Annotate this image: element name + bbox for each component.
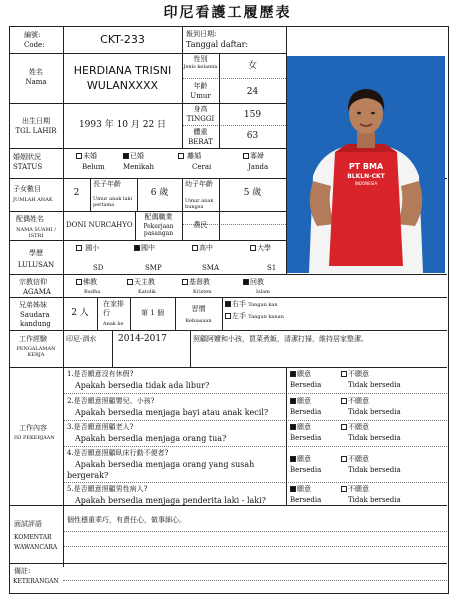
q3-no-id: Tidak bersedia — [348, 434, 401, 442]
education-label-id: LULUSAN — [17, 261, 55, 269]
right-hand-option[interactable]: 右手 Tangan kan — [225, 300, 278, 309]
checkbox-q4-no[interactable] — [341, 456, 347, 462]
checkbox-sma[interactable] — [192, 245, 198, 251]
habit-label-zh: 習慣 — [191, 305, 206, 313]
weight-label-id: BERAT — [188, 138, 213, 146]
q1-no-option[interactable]: 不願意 — [341, 370, 369, 379]
rel-option-budha[interactable]: 佛教 — [76, 278, 97, 287]
height-value: 159 — [243, 110, 262, 120]
q2-yes-id: Bersedia — [290, 408, 322, 416]
code-label-id: Code: — [24, 41, 45, 49]
experience-label-id: PENGALAMAN KERJA — [16, 346, 56, 358]
spouse-job-value: 農民 — [193, 221, 208, 229]
checkbox-islam-checked[interactable] — [243, 279, 249, 285]
name-label-zh: 姓名 — [29, 68, 43, 76]
checkbox-sd[interactable] — [76, 245, 82, 251]
q5-yes-id: Bersedia — [290, 496, 322, 504]
apron-text-1: PT BMA — [348, 162, 384, 171]
youngest-age-label-zh: 幼子年齡 — [185, 180, 213, 188]
checkbox-q4-yes-checked[interactable] — [290, 456, 296, 462]
birth-rank-value: 第 1 個 — [141, 309, 164, 317]
name-value-line2: WULANXXXX — [86, 79, 159, 92]
question-4-zh: 4.是否願意照顧臥床行動不便者? — [67, 449, 169, 457]
marital-label-id: STATUS — [13, 163, 43, 171]
reg-date-label-id: Tanggal daftar: — [186, 40, 249, 49]
marital-label-zh: 婚姻狀況 — [13, 153, 41, 161]
spouse-name-value: DONI NURCAHYO — [66, 221, 133, 229]
checkbox-widow[interactable] — [243, 153, 249, 159]
checkbox-single[interactable] — [76, 153, 82, 159]
marital-option-divorced[interactable]: 離婚 — [178, 152, 201, 161]
q1-no-id: Tidak bersedia — [348, 381, 401, 389]
experience-description: 照顧阿嬤和小孩，買菜煮飯，清潔打掃，維持居家整潔。 — [193, 335, 368, 343]
name-value-line1: HERDIANA TRISNI — [73, 64, 172, 77]
marital-option-married[interactable]: 已婚 — [123, 152, 144, 161]
q3-yes-option[interactable]: 願意 — [290, 423, 311, 432]
question-3-zh: 3.是否願意照顧老人? — [67, 423, 134, 431]
q5-yes-option[interactable]: 願意 — [290, 485, 311, 494]
checkbox-s1[interactable] — [250, 245, 256, 251]
birth-label-zh: 出生日期 — [22, 117, 50, 125]
question-1-id: Apakah bersedia tidak ada libur? — [75, 381, 210, 390]
q4-no-option[interactable]: 不願意 — [341, 455, 369, 464]
oldest-age-label-id: Umur anak laki pertama — [93, 196, 133, 208]
checkbox-q2-no[interactable] — [341, 398, 347, 404]
children-label-id: JUMLAH ANAK — [13, 197, 53, 203]
q4-yes-id: Bersedia — [290, 466, 322, 474]
education-label-zh: 學歷 — [29, 249, 43, 257]
spouse-job-label-zh: 配偶職業 — [144, 213, 173, 221]
edu-option-sma[interactable]: 高中 — [192, 244, 213, 253]
youngest-age-value: 5 歲 — [243, 188, 262, 198]
checkbox-q2-yes-checked[interactable] — [290, 398, 296, 404]
marital-option-married-id: Menikah — [123, 163, 154, 171]
interview-comment: 個性穩重乖巧，有責任心，做事細心。 — [67, 516, 186, 524]
page-title: 印尼看護工履歷表 — [163, 5, 292, 21]
youngest-age-label-id: Umur anak bungsu — [185, 198, 214, 210]
religion-label-zh: 宗教信仰 — [19, 278, 47, 286]
q4-no-id: Tidak bersedia — [348, 466, 401, 474]
work-content-label-zh: 工作內容 — [19, 424, 47, 432]
rel-option-kristen[interactable]: 基督教 — [182, 278, 210, 287]
rel-option-katolik[interactable]: 天主教 — [127, 278, 155, 287]
checkbox-right-hand-checked[interactable] — [225, 301, 231, 307]
notes-label-zh: 備註: — [14, 567, 31, 575]
checkbox-married-checked[interactable] — [123, 153, 129, 159]
notes-label-id: KETERANGAN — [13, 578, 59, 585]
q2-no-id: Tidak bersedia — [348, 408, 401, 416]
checkbox-q1-yes-checked[interactable] — [290, 371, 296, 377]
weight-label-zh: 體重 — [193, 128, 208, 136]
q3-yes-id: Bersedia — [290, 434, 322, 442]
question-4-id: Apakah bersedia menjaga orang yang susah — [75, 460, 255, 469]
habit-label-id: Kebiasaan — [185, 318, 212, 324]
q1-yes-option[interactable]: 願意 — [290, 370, 311, 379]
question-4-id-cont: bergerak? — [67, 471, 109, 480]
checkbox-q1-no[interactable] — [341, 371, 347, 377]
apron-text-2: BLKLN-CKT — [347, 173, 385, 180]
marital-option-single[interactable]: 未婚 — [76, 152, 97, 161]
experience-label-zh: 工作經驗 — [19, 335, 47, 343]
oldest-age-label-zh: 長子年齡 — [93, 180, 121, 188]
gender-label-id: Jenis kelamin — [183, 64, 218, 70]
q5-no-id: Tidak bersedia — [348, 496, 401, 504]
name-label-id: Nama — [25, 78, 47, 86]
spouse-job-label-id: Pekerjaan pasangan — [143, 223, 174, 237]
question-1-zh: 1.是否願意沒有休假? — [67, 370, 134, 378]
question-3-id: Apakah bersedia menjaga orang tua? — [75, 434, 227, 443]
q2-no-option[interactable]: 不願意 — [341, 397, 369, 406]
edu-option-smp-id: SMP — [145, 264, 162, 272]
height-label-zh: 身高 — [193, 105, 208, 113]
rel-option-islam-id: Islam — [256, 289, 270, 295]
children-count: 2 — [73, 188, 80, 198]
religion-label-id: AGAMA — [23, 288, 51, 296]
age-label-zh: 年齡 — [193, 82, 208, 90]
checkbox-divorced[interactable] — [178, 153, 184, 159]
edu-option-sd-id: SD — [93, 264, 104, 272]
checkbox-smp-checked[interactable] — [134, 245, 140, 251]
checkbox-q3-no[interactable] — [341, 424, 347, 430]
left-hand-option[interactable]: 左手 Tangan kanan — [225, 312, 284, 321]
checkbox-left-hand[interactable] — [225, 313, 231, 319]
reg-date-label-zh: 報到日期: — [186, 30, 217, 38]
edu-option-smp[interactable]: 國中 — [134, 244, 155, 253]
checkbox-q5-no[interactable] — [341, 486, 347, 492]
question-2-zh: 2.是否願意照顧嬰兒、小孩? — [67, 397, 155, 405]
age-label-id: Umur — [190, 92, 211, 100]
code-label-zh: 編號: — [24, 31, 41, 39]
birth-label-id: TGL LAHIR — [15, 127, 57, 135]
edu-option-s1-id: S1 — [267, 264, 277, 272]
rel-option-kristen-id: Kristen — [193, 289, 212, 295]
birth-rank-label-zh: 在家排行 — [103, 300, 124, 317]
experience-period: 2014-2017 — [118, 334, 167, 344]
experience-place: 印尼-泗水 — [66, 335, 97, 343]
birth-value: 1993 年 10 月 22 日 — [78, 120, 167, 130]
marital-option-single-id: Belum — [82, 163, 105, 171]
birth-rank-label-id: Anak ke — [103, 321, 124, 327]
q3-no-option[interactable]: 不願意 — [341, 423, 369, 432]
siblings-label-zh: 兄弟姊妹 — [19, 301, 47, 309]
height-label-id: TINGGI — [186, 115, 215, 123]
checkbox-q3-yes-checked[interactable] — [290, 424, 296, 430]
weight-value: 63 — [246, 131, 259, 141]
checkbox-q5-yes-checked[interactable] — [290, 486, 296, 492]
interview-label-zh: 面試評語 — [14, 520, 42, 528]
interview-label-id: KOMENTAR WAWANCARA — [14, 534, 58, 551]
marital-option-divorced-id: Cerai — [192, 163, 212, 171]
edu-option-sd[interactable]: 國小 — [76, 244, 99, 253]
edu-option-s1[interactable]: 大學 — [250, 244, 271, 253]
marital-option-widow[interactable]: 寡婦 — [243, 152, 264, 161]
checkbox-kristen[interactable] — [182, 279, 188, 285]
applicant-photo-illustration — [287, 56, 445, 273]
children-label-zh: 子女數目 — [13, 185, 41, 193]
spouse-label-zh: 配偶姓名 — [16, 215, 44, 223]
rel-option-islam[interactable]: 回教 — [243, 278, 264, 287]
apron-text-3: INDONESIA — [354, 181, 378, 186]
siblings-label-id: Saudara kandung — [20, 311, 51, 328]
q5-no-option[interactable]: 不願意 — [341, 485, 369, 494]
q2-yes-option[interactable]: 願意 — [290, 397, 311, 406]
marital-option-widow-id: Janda — [248, 163, 269, 171]
checkbox-katolik[interactable] — [127, 279, 133, 285]
rel-option-budha-id: Budha — [84, 289, 101, 295]
spouse-label-id: NAMA SUAMI / ISTRI — [16, 227, 56, 239]
age-value: 24 — [246, 87, 259, 97]
siblings-count: 2 人 — [71, 308, 89, 318]
code-value: CKT-233 — [100, 33, 145, 46]
oldest-age-value: 6 歲 — [150, 188, 169, 198]
applicant-photo — [287, 56, 445, 273]
question-5-id: Apakah bersedia menjaga penderita laki - laki? — [75, 496, 266, 505]
checkbox-budha[interactable] — [76, 279, 82, 285]
gender-label-zh: 性別 — [193, 55, 208, 63]
question-5-zh: 5.是否願意照顧男性病人? — [67, 485, 148, 493]
q1-yes-id: Bersedia — [290, 381, 322, 389]
work-content-label-id: ISI PEKERJAAN — [14, 435, 55, 441]
rel-option-katolik-id: Katolik — [138, 289, 156, 295]
gender-value: 女 — [247, 61, 257, 71]
question-2-id: Apakah bersedia menjaga bayi atau anak kecil? — [75, 408, 269, 417]
q4-yes-option[interactable]: 願意 — [290, 455, 311, 464]
edu-option-sma-id: SMA — [202, 264, 220, 272]
